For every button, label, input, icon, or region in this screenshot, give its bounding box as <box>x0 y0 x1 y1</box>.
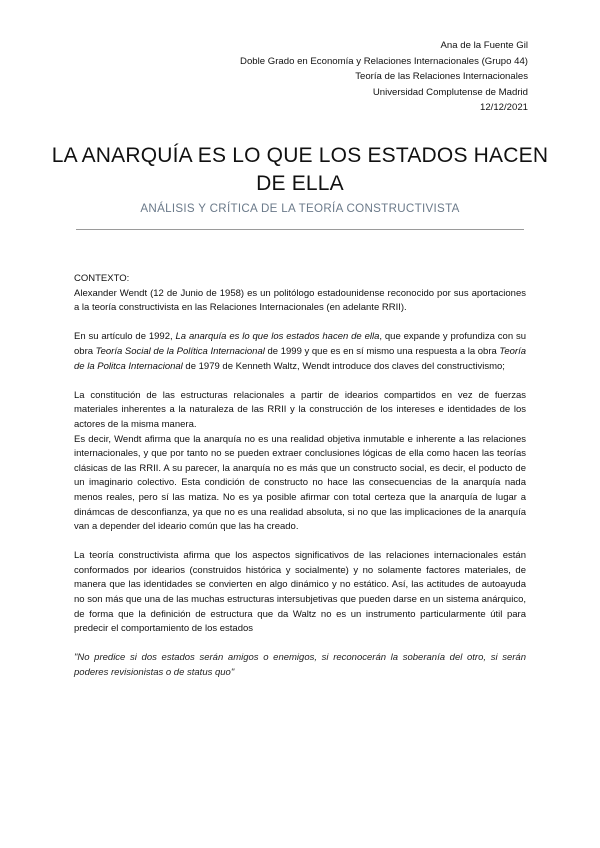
book-title-waltz: Teoría de la Politca Internacional <box>74 345 527 372</box>
paragraph-structures: La constitución de las estructuras relacionales a partir de idearios compartidos en vez de fuerzas materiales inherentes a la naturaleza de las RRII y la construcción de los intereses e identidades de los actores de la misma manera. <box>74 389 526 430</box>
title-divider <box>76 229 524 230</box>
document-subtitle: ANÁLISIS Y CRÍTICA DE LA TEORÍA CONSTRUCTIVISTA <box>140 202 460 215</box>
paragraph-anarchy: Es decir, Wendt afirma que la anarquía no es una realidad objetiva inmutable e inherente a las relaciones internacionales, y que por tanto no se pueden extraer conclusiones lógicas de ella como hacen las teorías clásicas de las RRII. A su parecer, la anarquía no es más que un constructo social, es decir, el poducto de un imaginario colectivo. Esta condición de constructo no hace las consecuencias de la anarquía nada menos reales, pero sí las matiza. No es ya posible afirmar con total certeza que la anarquía de lugar a dinámcas de desconfianza, ya que no es una realidad absoluta, si no que las implicaciones de la anarquía van a depender del ideario común que las ha creado. <box>74 433 526 533</box>
document-date: 12/12/2021 <box>479 102 528 114</box>
paragraph-article-text-4: de 1979 de Kenneth Waltz, Wendt introduce dos claves del constructivismo; <box>182 360 505 372</box>
quote-paragraph: "No predice si dos estados serán amigos o enemigos, si reconocerán la soberanía del otro, si serán poderes revisionistas o de status quo" <box>74 652 526 679</box>
paragraph-article-text-1: En su artículo de 1992, <box>74 331 176 343</box>
paragraph-intro: Alexander Wendt (12 de Junio de 1958) es un politólogo estadounidense reconocido por sus aportaciones a la teoría constructivista en las Relaciones Internacionales (en adelante RRII). <box>74 287 526 314</box>
course-name: Teoría de las Relaciones Internacionales <box>355 71 528 83</box>
article-title: La anarquía es lo que los estados hacen de ella <box>175 331 380 343</box>
book-title-wendt: Teoría Social de la Política Internacional <box>95 345 265 357</box>
section-label: CONTEXTO: <box>74 273 130 284</box>
paragraph-constructivism: La teoría constructivista afirma que los aspectos significativos de las relaciones internacionales están conformados por idearios (construidos histórica y socialmente) y no solamente factores materiales, de manera que las identidades se convierten en algo dinámico y no estático. Así, las actitudes de autoayuda no son más que una de las muchas estructuras intersubjetivas que pueden darse en un sistema anárquico, de forma que la definición de estructura que da Waltz no es un instrumento particularmente útil para predecir el comportamiento de los estados <box>74 550 526 635</box>
university-name: Universidad Complutense de Madrid <box>372 86 528 98</box>
paragraph-article-text-3: de 1999 y que es en sí mismo una respuesta a la obra <box>264 345 500 357</box>
document-title: LA ANARQUÍA ES LO QUE LOS ESTADOS HACEN DE ELLA <box>51 144 549 195</box>
paragraph-article-text-2: , que expande y profundiza con su obra <box>74 331 527 357</box>
document-body <box>74 272 526 681</box>
document-header <box>240 38 528 116</box>
author-name: Ana de la Fuente Gil <box>440 40 528 51</box>
degree-name: Doble Grado en Economía y Relaciones Internacionales (Grupo 44) <box>240 55 528 67</box>
paragraph-article <box>74 330 526 374</box>
